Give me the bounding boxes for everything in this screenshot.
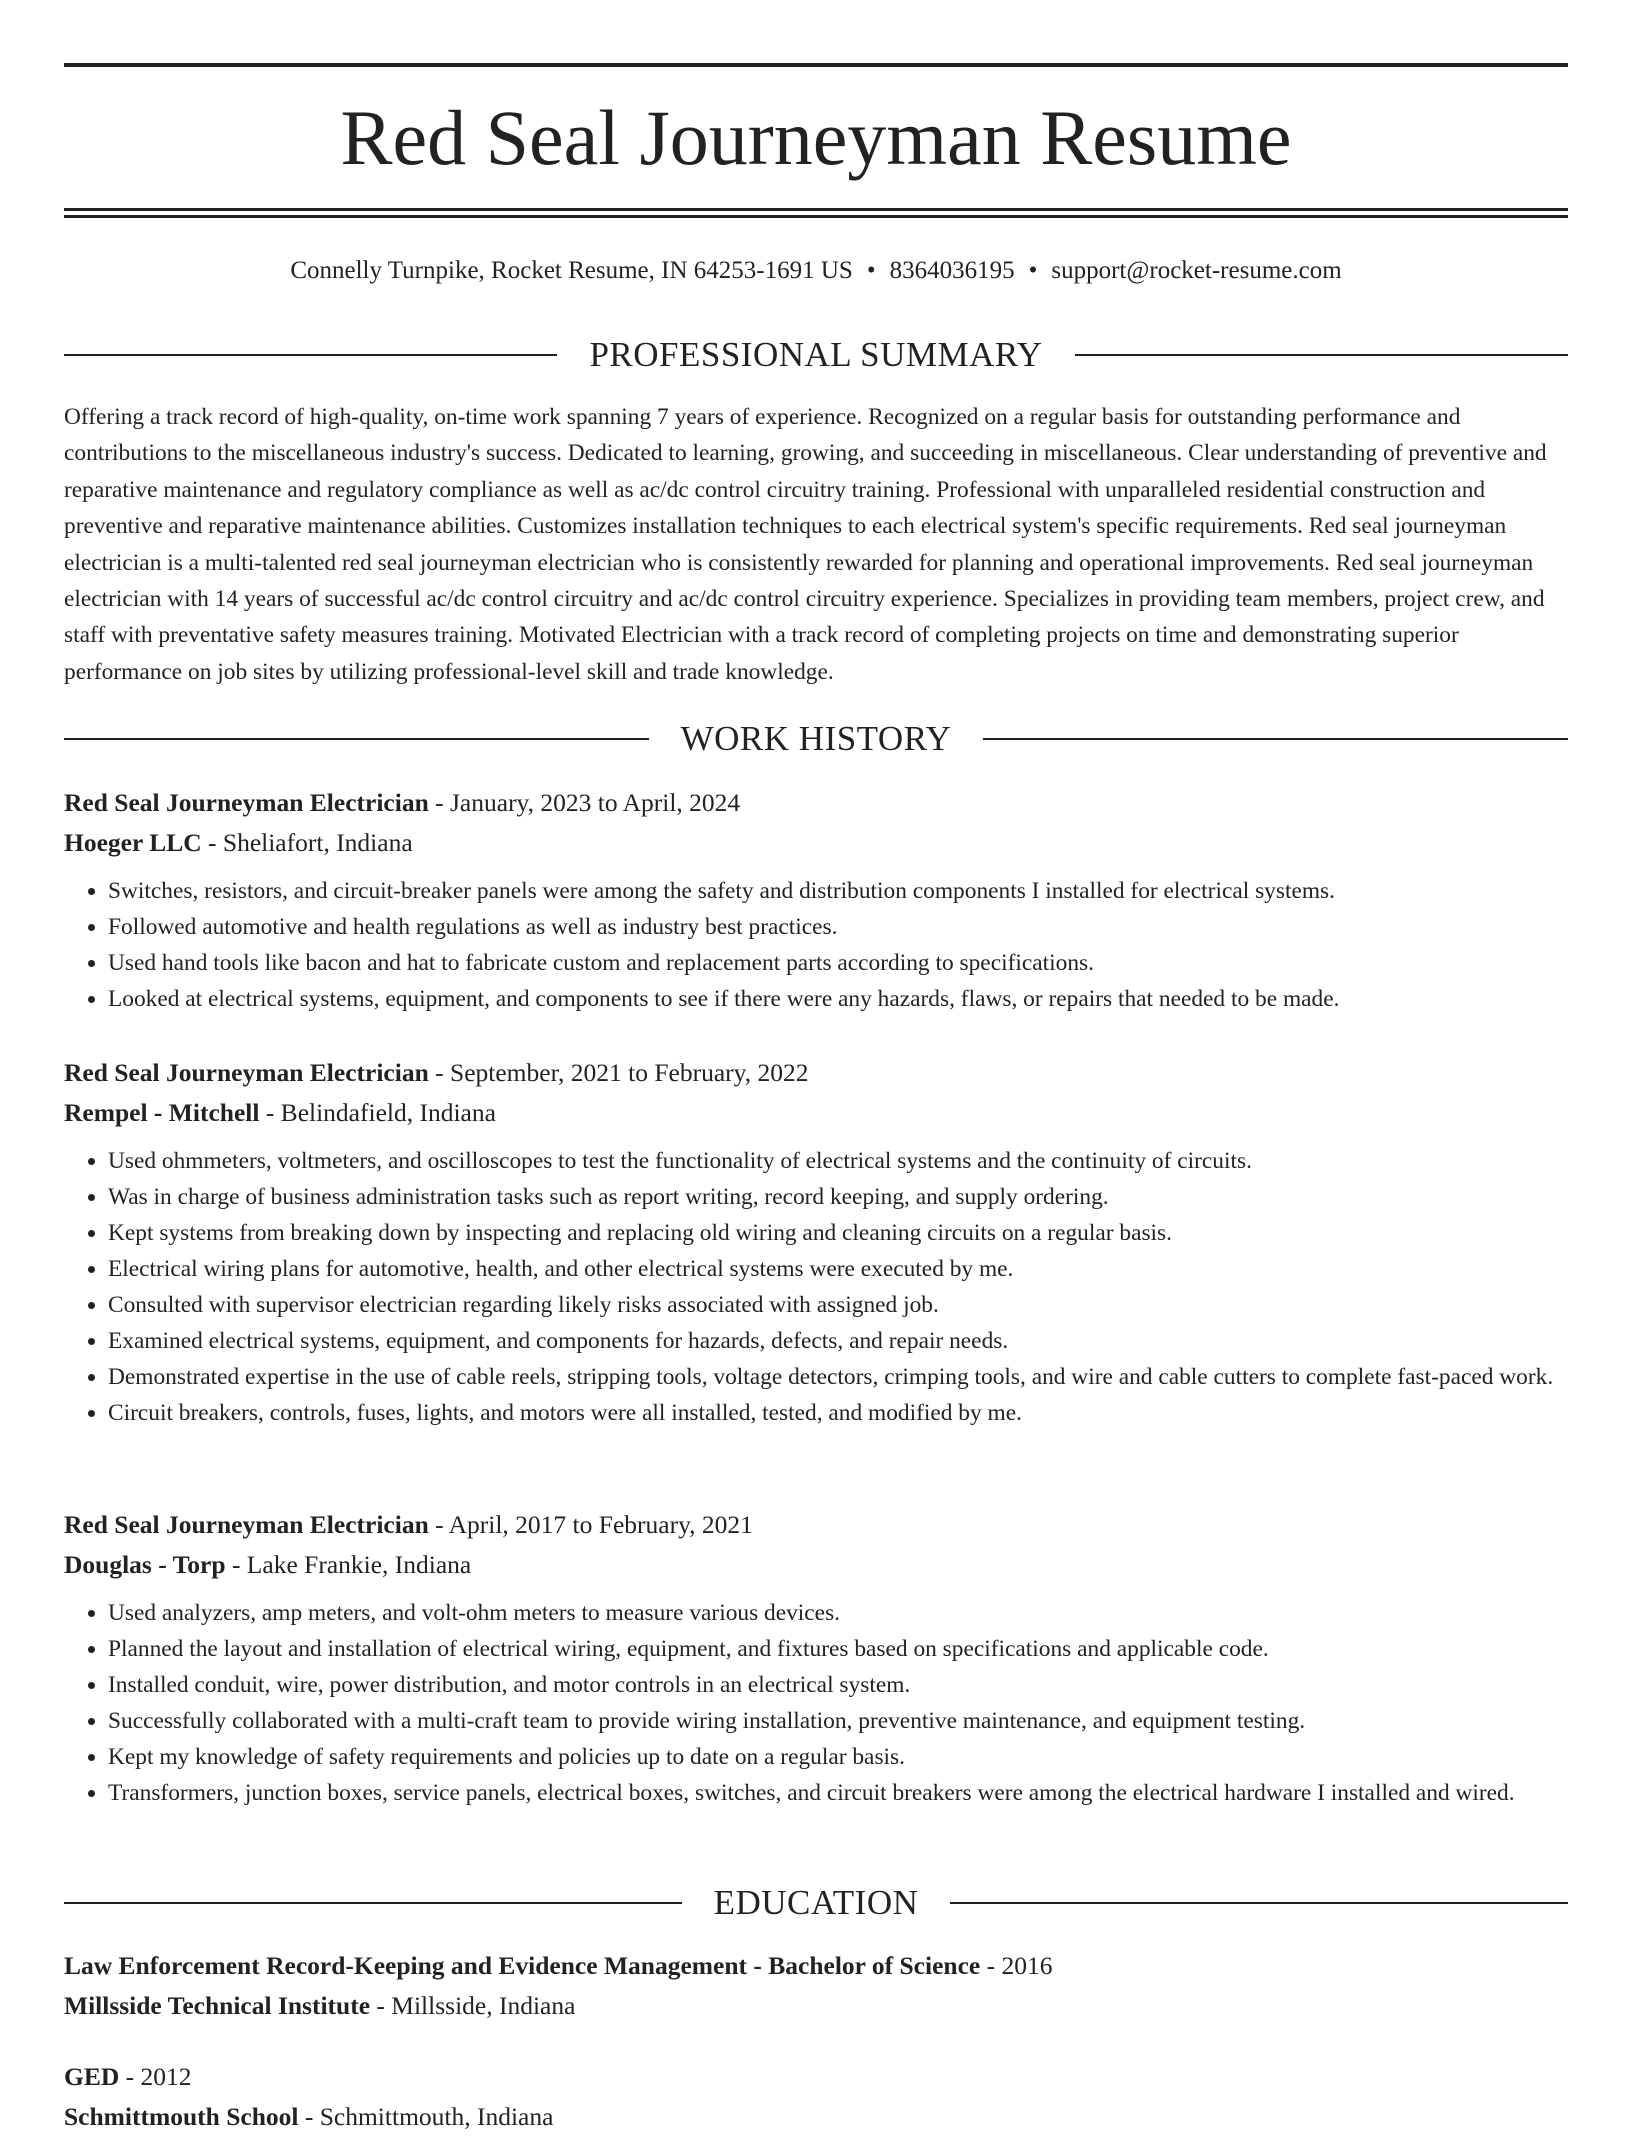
page-title: Red Seal Journeyman Resume (340, 94, 1292, 181)
job-location: - Belindafield, Indiana (259, 1098, 496, 1127)
section-rule-left (64, 1902, 682, 1904)
education-school-line (64, 1986, 1568, 2026)
education-year: - 2012 (119, 2062, 192, 2091)
list-item: • Installed conduit, wire, power distribution, and motor controls in an electrical system. (108, 1667, 1568, 1703)
list-item: • Consulted with supervisor electrician regarding likely risks associated with assigned job. (108, 1287, 1568, 1323)
job-title: Red Seal Journeyman Electrician (64, 1058, 429, 1087)
job-company-line (64, 1545, 1568, 1585)
section-rule-left (64, 738, 649, 740)
list-item: • Kept my knowledge of safety requirements and policies up to date on a regular basis. (108, 1739, 1568, 1775)
list-item: • Used hand tools like bacon and hat to fabricate custom and replacement parts according to specifications. (108, 945, 1568, 981)
job-company-line (64, 823, 1568, 863)
job-location: - Sheliafort, Indiana (201, 828, 413, 857)
contact-email[interactable]: support@rocket-resume.com (1051, 257, 1342, 284)
section-title-education: EDUCATION (713, 1883, 919, 1922)
education-entry (64, 1946, 1568, 2026)
job-dates: - January, 2023 to April, 2024 (428, 788, 741, 817)
job-title-line (64, 1053, 1568, 1093)
education-degree: Law Enforcement Record-Keeping and Evidence Management - Bachelor of Science (64, 1951, 981, 1980)
job-company: Rempel - Mitchell (64, 1098, 260, 1127)
section-rule-left (64, 354, 557, 356)
job-title: Red Seal Journeyman Electrician (64, 1510, 429, 1539)
contact-separator: • (1028, 257, 1038, 284)
job-company-line (64, 1093, 1568, 1133)
list-item: • Planned the layout and installation of electrical wiring, equipment, and fixtures based on specifications and applicable code. (108, 1631, 1568, 1667)
education-location: - Schmittmouth, Indiana (298, 2102, 554, 2131)
list-item: • Electrical wiring plans for automotive, health, and other electrical systems were executed by me. (108, 1251, 1568, 1287)
section-title-work: WORK HISTORY (680, 719, 952, 758)
section-rule-right (983, 738, 1568, 740)
job-dates: - September, 2021 to February, 2022 (428, 1058, 809, 1087)
job-company: Douglas - Torp (64, 1550, 226, 1579)
contact-separator: • (866, 257, 876, 284)
contact-line (64, 254, 1568, 288)
education-degree: GED (64, 2062, 120, 2091)
job-dates: - April, 2017 to February, 2021 (428, 1510, 753, 1539)
job-title-line (64, 1505, 1568, 1545)
list-item: • Demonstrated expertise in the use of cable reels, stripping tools, voltage detectors, crimping tools, and wire and cable cutters to complete fast-paced work. (108, 1359, 1568, 1395)
list-item: • Examined electrical systems, equipment, and components for hazards, defects, and repair needs. (108, 1323, 1568, 1359)
list-item: • Used ohmmeters, voltmeters, and oscilloscopes to test the functionality of electrical systems and the continuity of circuits. (108, 1143, 1568, 1179)
job-title: Red Seal Journeyman Electrician (64, 788, 429, 817)
list-item: • Successfully collaborated with a multi-craft team to provide wiring installation, preventive maintenance, and equipment testing. (108, 1703, 1568, 1739)
section-title-summary: PROFESSIONAL SUMMARY (589, 335, 1043, 374)
list-item: • Kept systems from breaking down by inspecting and replacing old wiring and cleaning circuits on a regular basis. (108, 1215, 1568, 1251)
job-bullets (64, 873, 1568, 1017)
professional-summary-text: Offering a track record of high-quality, on-time work spanning 7 years of experience. Recognized on a regular basis for outstanding performance and contributions to the miscellaneous industry's success. Dedicated to learning, growing, and succeeding in miscellaneous. Clear understanding of preventive and reparative maintenance and regulatory compliance as well as ac/dc control circuitry training. Professional with unparalleled residential construction and preventive and reparative maintenance abilities. Customizes installation techniques to each electrical system's specific requirements. Red seal journeyman electrician is a multi-talented red seal journeyman electrician who is consistently rewarded for planning and operational improvements. Red seal journeyman electrician with 14 years of successful ac/dc control circuitry and ac/dc control circuitry experience. Specializes in providing team members, project crew, and staff with preventative safety measures training. Motivated Electrician with a track record of completing projects on time and demonstrating superior performance on job sites by utilizing professional-level skill and trade knowledge. (64, 404, 1547, 685)
section-rule-right (1075, 354, 1568, 356)
job-entry (64, 1053, 1568, 1431)
list-item: • Used analyzers, amp meters, and volt-ohm meters to measure various devices. (108, 1595, 1568, 1631)
education-entry (64, 2057, 1568, 2137)
section-header-work (64, 717, 1568, 761)
education-year: - 2016 (980, 1951, 1053, 1980)
section-header-education (64, 1881, 1568, 1925)
list-item: • Switches, resistors, and circuit-breaker panels were among the safety and distribution components I installed for electrical systems. (108, 873, 1568, 909)
job-location: - Lake Frankie, Indiana (225, 1550, 472, 1579)
list-item: • Was in charge of business administration tasks such as report writing, record keeping, and supply ordering. (108, 1179, 1568, 1215)
job-company: Hoeger LLC (64, 828, 202, 857)
education-degree-line (64, 1946, 1568, 1986)
education-school: Millsside Technical Institute (64, 1991, 371, 2020)
education-school-line (64, 2097, 1568, 2137)
job-entry (64, 1505, 1568, 1811)
job-title-line (64, 783, 1568, 823)
list-item: • Looked at electrical systems, equipment, and components to see if there were any hazards, flaws, or repairs that needed to be made. (108, 981, 1568, 1017)
list-item: • Circuit breakers, controls, fuses, lights, and motors were all installed, tested, and modified by me. (108, 1395, 1568, 1431)
title-top-rule (64, 63, 1568, 67)
job-bullets (64, 1143, 1568, 1431)
job-entry (64, 783, 1568, 1017)
education-degree-line (64, 2057, 1568, 2097)
education-school: Schmittmouth School (64, 2102, 299, 2131)
contact-phone: 8364036195 (889, 257, 1015, 284)
section-header-summary (64, 333, 1568, 377)
job-bullets (64, 1595, 1568, 1811)
title-bottom-double-rule (64, 208, 1568, 218)
contact-address: Connelly Turnpike, Rocket Resume, IN 64253-1691 US (290, 257, 853, 284)
section-rule-right (950, 1902, 1568, 1904)
list-item: • Transformers, junction boxes, service panels, electrical boxes, switches, and circuit breakers were among the electrical hardware I installed and wired. (108, 1775, 1568, 1811)
education-location: - Millsside, Indiana (370, 1991, 576, 2020)
list-item: • Followed automotive and health regulations as well as industry best practices. (108, 909, 1568, 945)
